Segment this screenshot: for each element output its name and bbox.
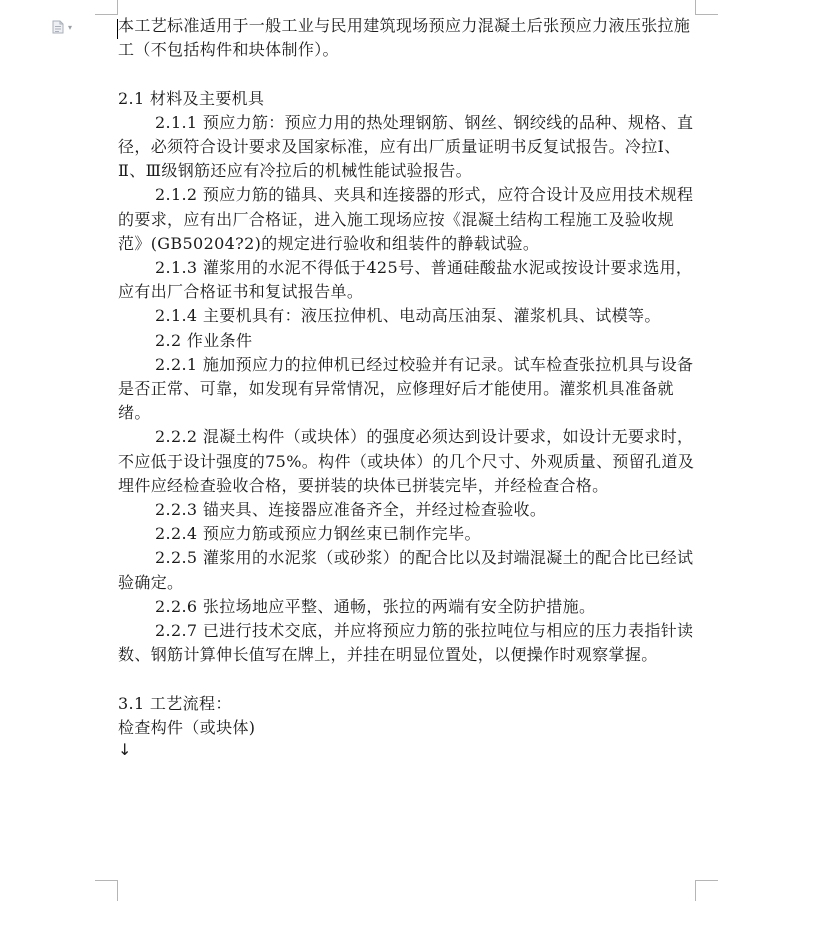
blank-line [118, 667, 696, 691]
paragraph-2-2-4: 2.2.4 预应力筋或预应力钢丝束已制作完毕。 [155, 524, 481, 544]
paragraph-menu-button[interactable] [52, 20, 72, 34]
paragraph-2-2-1: 2.2.1 施加预应力的拉伸机已经过校验并有记录。试车检查张拉机具与设备是否正常、可靠，如发现有异常情况，应修理好后才能使用。灌浆机具准备就绪。 [118, 354, 694, 423]
heading-2-1: 2.1 材料及主要机具 [118, 88, 265, 108]
page-corner-mark-bottom-left [95, 880, 118, 901]
paragraph-2-2-2: 2.2.2 混凝土构件（或块体）的强度必须达到设计要求，如设计无要求时，不应低于设计强度的75%。构件（或块体）的几个尺寸、外观质量、预留孔道及埋件应经检查验收合格，要拼装的块体已拼装完毕，并经检查合格。 [118, 427, 695, 495]
paragraph-2-2-3: 2.2.3 锚夹具、连接器应准备齐全，并经过检查验收。 [155, 500, 547, 520]
document-body[interactable] [118, 14, 696, 760]
heading-3-1: 3.1 工艺流程： [118, 693, 232, 713]
chevron-down-icon: ▾ [68, 22, 73, 32]
arrow-down-icon: ↓ [118, 740, 132, 760]
paragraph-2-1-1: 2.1.1 预应力筋：预应力用的热处理钢筋、钢丝、钢绞线的品种、规格、直径，必须符合设计要求及国家标准，应有出厂质量证明书反复试报告。冷拉Ⅰ、Ⅱ、Ⅲ级钢筋还应有冷拉后的机械性能试验报告。 [118, 112, 694, 181]
paragraph-2-2-7: 2.2.7 已进行技术交底，并应将预应力筋的张拉吨位与相应的压力表指针读数、钢筋计算伸长值写在牌上，并挂在明显位置处，以便操作时观察掌握。 [118, 621, 694, 665]
flow-step-inspect-components: 检查构件（或块体) [118, 717, 256, 737]
document-icon [52, 20, 64, 34]
paragraph-2-1-2: 2.1.2 预应力筋的锚具、夹具和连接器的形式，应符合设计及应用技术规程的要求，应有出厂合格证，进入施工现场应按《混凝土结构工程施工及验收规范》(GB50204?2)的规定进行验收和组装件的静载试验。 [118, 185, 694, 253]
paragraph-2-2-6: 2.2.6 张拉场地应平整、通畅，张拉的两端有安全防护措施。 [155, 596, 596, 616]
blank-line [118, 62, 696, 86]
paragraph-2-2-5: 2.2.5 灌浆用的水泥浆（或砂浆）的配合比以及封端混凝土的配合比已经试验确定。 [118, 548, 694, 592]
page-corner-mark-bottom-right [695, 880, 718, 901]
page-corner-mark-top-left [95, 0, 118, 15]
heading-2-2: 2.2 作业条件 [155, 330, 253, 350]
paragraph-2-1-3: 2.1.3 灌浆用的水泥不得低于425号、普通硅酸盐水泥或按设计要求选用，应有出厂合格证书和复试报告单。 [118, 258, 693, 302]
page-corner-mark-top-right [695, 0, 718, 15]
paragraph-scope: 本工艺标准适用于一般工业与民用建筑现场预应力混凝土后张预应力液压张拉施工（不包括构件和块体制作）。 [118, 16, 691, 60]
paragraph-2-1-4: 2.1.4 主要机具有：液压拉伸机、电动高压油泵、灌浆机具、试模等。 [155, 306, 661, 326]
